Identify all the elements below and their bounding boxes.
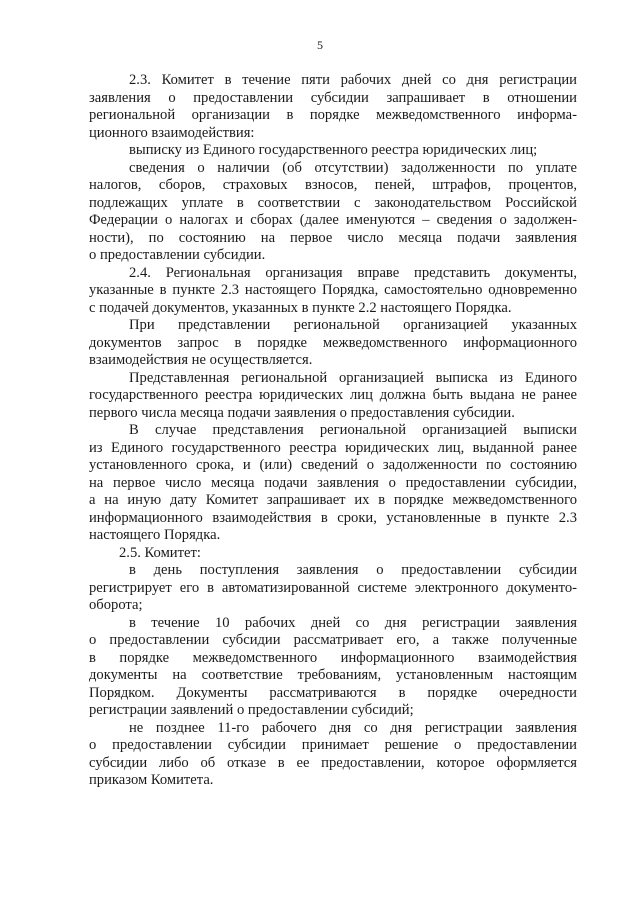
text-line: субсидии либо об отказе в ее предоставлении, которое оформляется bbox=[89, 754, 577, 771]
paragraph bbox=[89, 615, 577, 720]
text-line: в порядке межведомственного информационного взаимодействия bbox=[89, 649, 577, 666]
paragraph bbox=[89, 72, 577, 142]
text-line: регистрирует его в автоматизированной системе электронного документо- bbox=[89, 579, 577, 596]
text-line: первого числа месяца подачи заявления о предоставления субсидии. bbox=[89, 404, 515, 421]
text-line: документы на соответствие требованиям, установленным настоящим bbox=[89, 667, 577, 683]
paragraph bbox=[89, 265, 577, 318]
text-line: о предоставлении субсидии принимает решение о предоставлении bbox=[89, 737, 577, 753]
text-line: настоящего Порядка. bbox=[89, 527, 221, 543]
text-line: на первое число месяца подачи заявления о предоставлении субсидии, bbox=[89, 474, 577, 491]
text-line: сведения о наличии (об отсутствии) задолженности по уплате bbox=[129, 159, 577, 176]
text-line: заявления о предоставлении субсидии запрашивает в отношении bbox=[89, 89, 577, 106]
text-line: 2.5. Комитет: bbox=[119, 544, 201, 561]
paragraph bbox=[89, 422, 577, 545]
paragraph bbox=[89, 370, 577, 423]
text-line: информационного взаимодействия в сроки, установленные в пункте 2.3 bbox=[89, 509, 577, 526]
text-line: Федерации о налогах и сборах (далее именуются – сведения о задолжен- bbox=[89, 212, 577, 228]
text-line: ности), по состоянию на первое число месяца подачи заявления bbox=[89, 229, 577, 246]
paragraph bbox=[89, 720, 577, 790]
text-line: государственного реестра юридических лиц должна быть выдана не ранее bbox=[89, 387, 577, 403]
paragraph bbox=[89, 317, 577, 370]
text-line: с подачей документов, указанных в пункте 2.2 настоящего Порядка. bbox=[89, 299, 512, 316]
text-line: указанные в пункте 2.3 настоящего Порядка, самостоятельно одновременно bbox=[89, 282, 577, 298]
text-line: 2.3. Комитет в течение пяти рабочих дней со дня регистрации bbox=[129, 72, 577, 88]
text-line: подлежащих уплате в соответствии с законодательством Российской bbox=[89, 194, 577, 211]
text-line: ционного взаимодействия: bbox=[89, 124, 255, 141]
text-line: региональной организации в порядке межведомственного информа- bbox=[89, 107, 577, 123]
text-line: из Единого государственного реестра юридических лиц, выданной ранее bbox=[89, 439, 577, 456]
text-line: приказом Комитета. bbox=[89, 772, 214, 788]
text-line: не позднее 11-го рабочего дня со дня регистрации заявления bbox=[129, 719, 577, 736]
paragraph bbox=[89, 545, 577, 563]
text-line: а на иную дату Комитет запрашивает их в порядке межведомственного bbox=[89, 492, 577, 508]
document-body bbox=[89, 72, 577, 790]
text-line: регистрации заявлений о предоставлении субсидий; bbox=[89, 702, 414, 718]
text-line: При представлении региональной организацией указанных bbox=[129, 317, 577, 333]
text-line: налогов, сборов, страховых взносов, пеней, штрафов, процентов, bbox=[89, 177, 577, 193]
page-number: 5 bbox=[317, 38, 323, 52]
text-line: о предоставлении субсидии. bbox=[89, 247, 266, 263]
text-line: установленного срока, и (или) сведений о задолженности по состоянию bbox=[89, 457, 577, 473]
text-line: 2.4. Региональная организация вправе представить документы, bbox=[129, 264, 577, 281]
text-line: В случае представления региональной организацией выписки bbox=[129, 422, 577, 438]
paragraph bbox=[89, 142, 577, 160]
text-line: о предоставлении субсидии рассматривает его, а также полученные bbox=[89, 632, 577, 648]
text-line: документов запрос в порядке межведомственного информационного bbox=[89, 334, 577, 351]
text-line: оборота; bbox=[89, 597, 143, 613]
text-line: Порядком. Документы рассматриваются в порядке очередности bbox=[89, 684, 577, 701]
text-line: в день поступления заявления о предоставлении субсидии bbox=[129, 562, 577, 578]
paragraph bbox=[89, 562, 577, 615]
text-line: выписку из Единого государственного реестра юридических лиц; bbox=[129, 142, 538, 158]
text-line: Представленная региональной организацией выписка из Единого bbox=[129, 369, 577, 386]
text-line: в течение 10 рабочих дней со дня регистрации заявления bbox=[129, 614, 577, 631]
text-line: взаимодействия не осуществляется. bbox=[89, 352, 313, 368]
paragraph bbox=[89, 160, 577, 265]
